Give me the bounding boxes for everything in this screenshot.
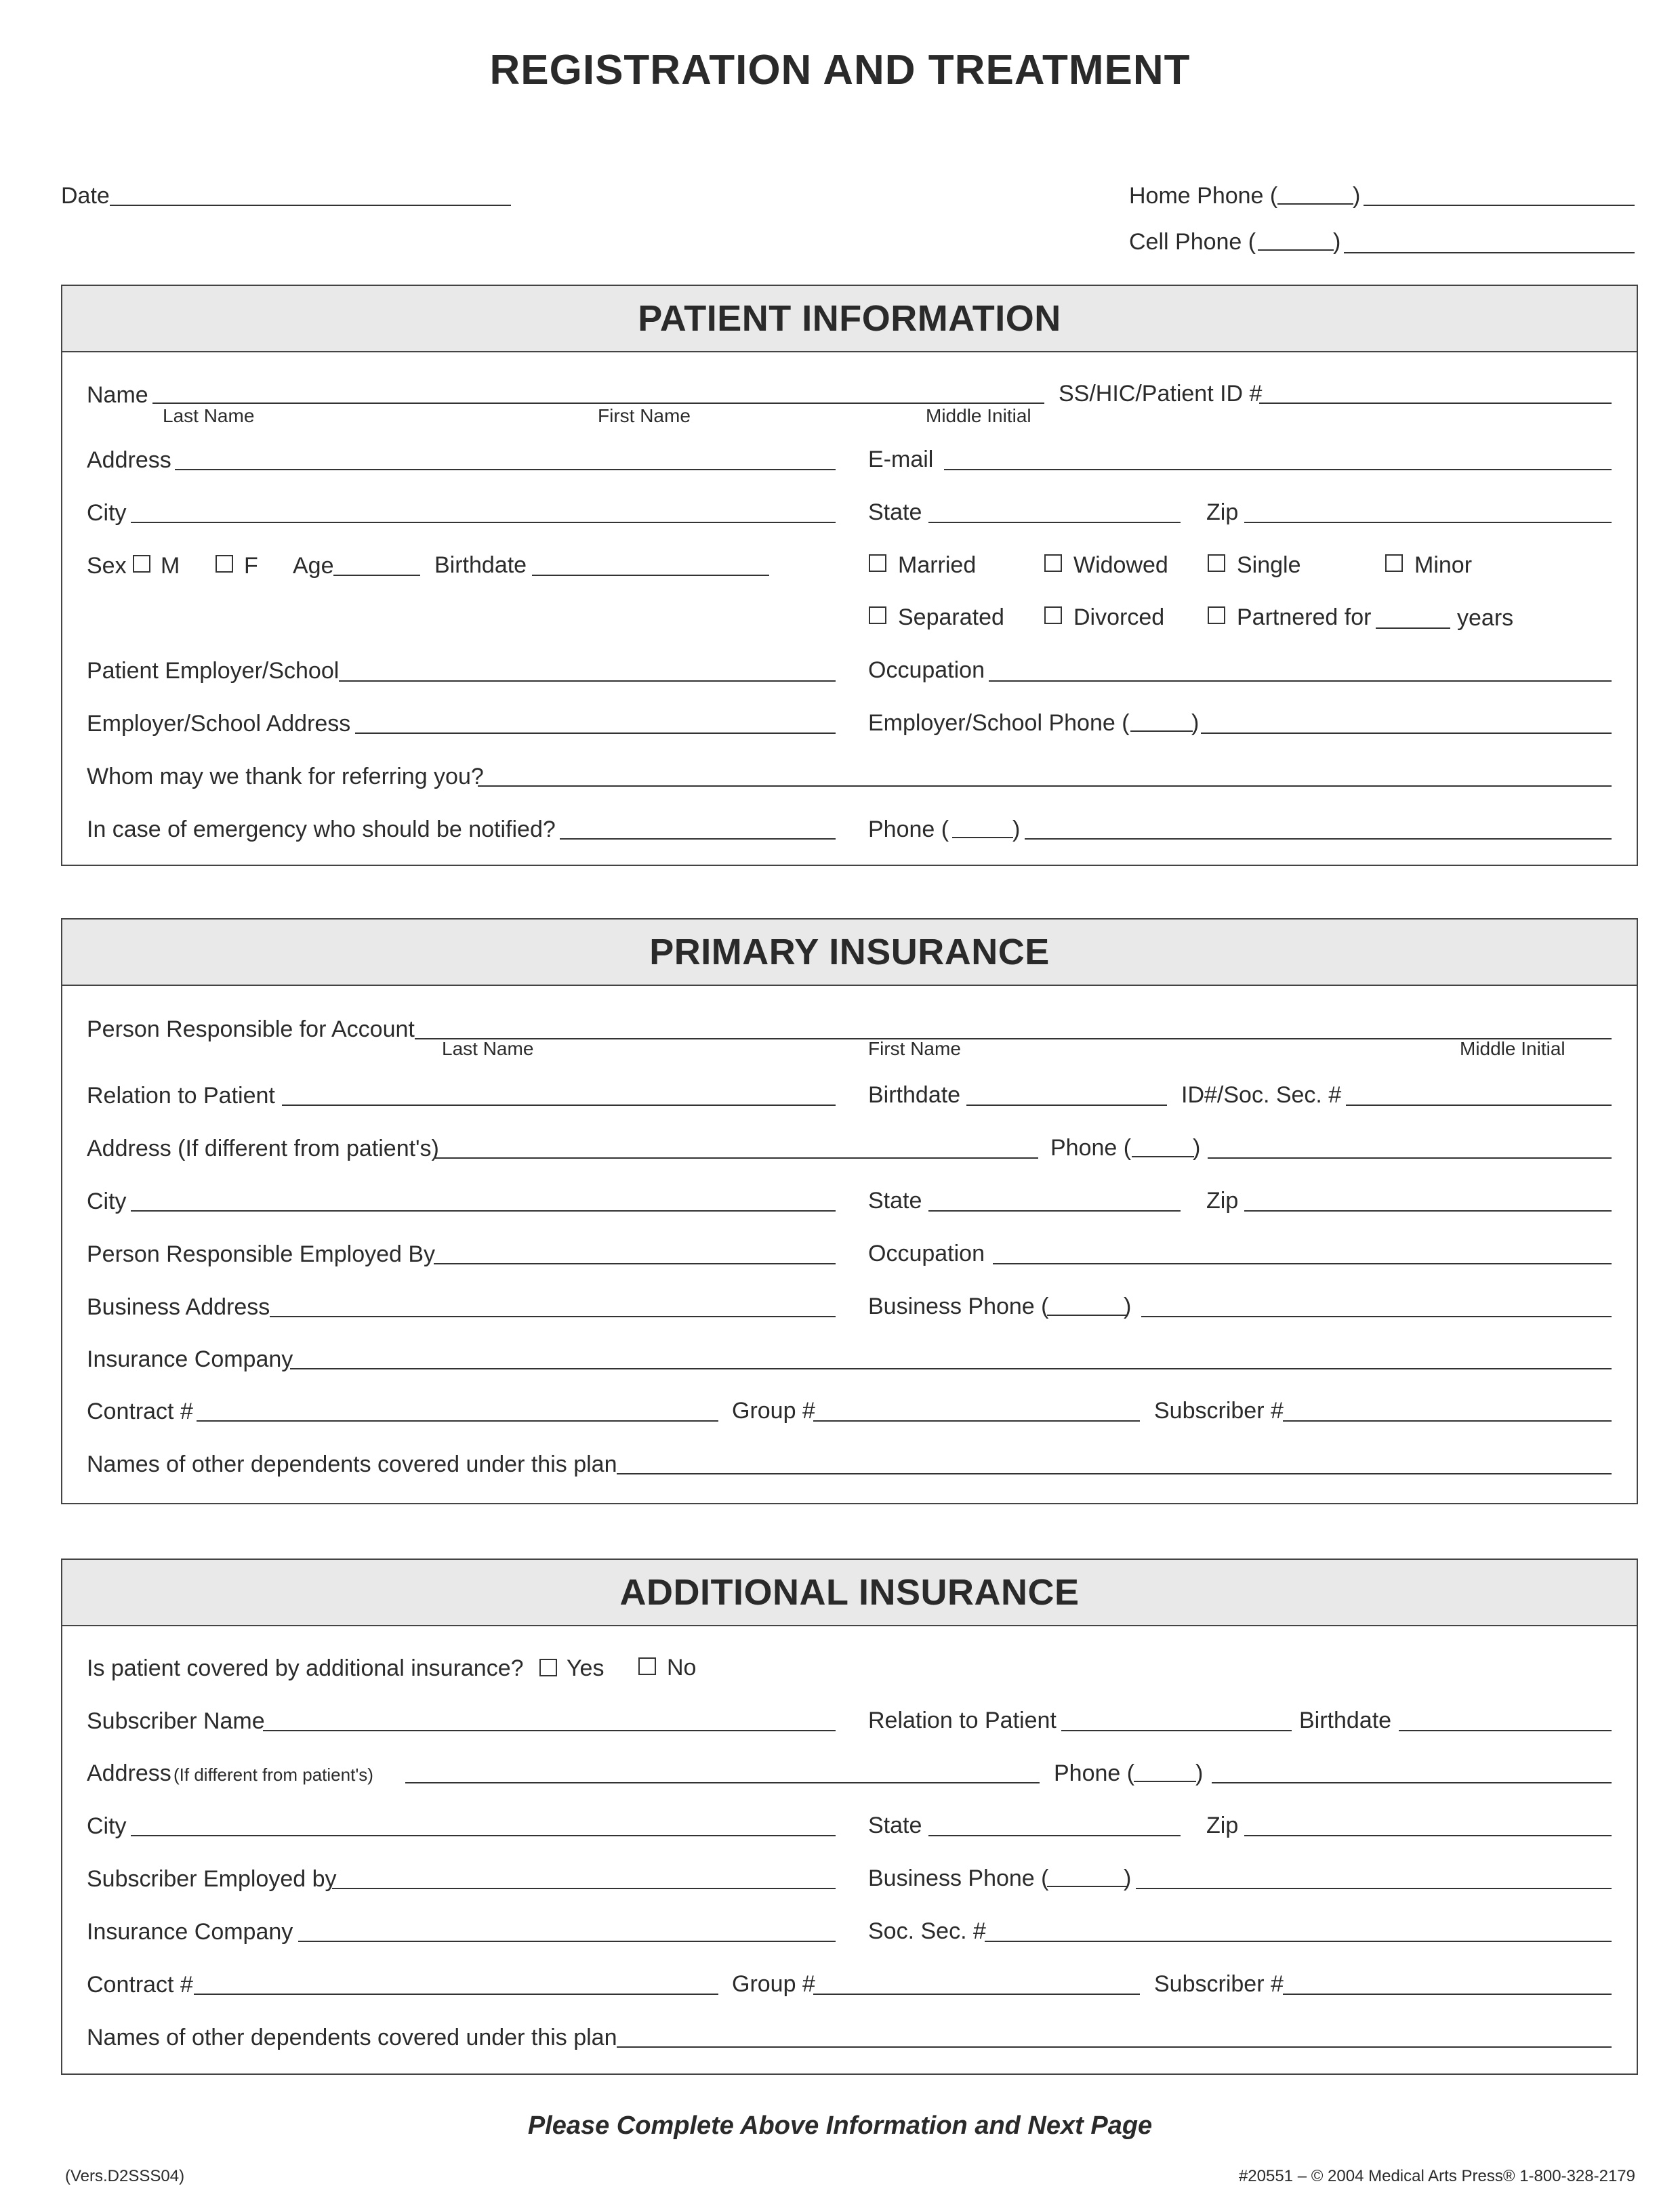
footer-instruction: Please Complete Above Information and Next Page — [527, 2111, 1153, 2140]
additional-employed-by-label: Subscriber Employed by — [87, 1866, 337, 1892]
employer-phone-paren: ) — [1191, 710, 1200, 736]
primary-business-address-field[interactable] — [270, 1316, 836, 1317]
primary-insurance-company-label: Insurance Company — [87, 1346, 293, 1372]
partnered-years-field[interactable] — [1376, 627, 1450, 629]
additional-insurance-company-label: Insurance Company — [87, 1919, 293, 1945]
primary-contract-label: Contract # — [87, 1399, 193, 1424]
additional-business-phone-field[interactable] — [1136, 1888, 1612, 1889]
address-label: Address — [87, 447, 171, 473]
additional-yes-label: Yes — [567, 1655, 605, 1681]
primary-occupation-label: Occupation — [868, 1241, 985, 1266]
additional-insurance-company-field[interactable] — [298, 1941, 836, 1942]
primary-dependents-field[interactable] — [617, 1473, 1612, 1474]
married-label: Married — [898, 552, 977, 578]
additional-address-label: Address — [87, 1760, 171, 1786]
additional-state-label: State — [868, 1813, 922, 1838]
additional-employed-by-field[interactable] — [332, 1888, 836, 1889]
partnered-checkbox[interactable] — [1208, 606, 1225, 624]
additional-group-field[interactable] — [813, 1994, 1140, 1995]
primary-contract-field[interactable] — [197, 1420, 718, 1422]
partnered-label: Partnered for — [1237, 604, 1372, 630]
primary-state-label: State — [868, 1188, 922, 1214]
responsible-last-caption: Last Name — [442, 1038, 534, 1059]
widowed-checkbox[interactable] — [1044, 554, 1062, 572]
primary-subscriber-field[interactable] — [1283, 1420, 1612, 1422]
emergency-phone-paren: ) — [1012, 817, 1021, 842]
additional-state-field[interactable] — [928, 1835, 1181, 1836]
primary-insurance-company-field[interactable] — [290, 1368, 1612, 1369]
minor-checkbox[interactable] — [1385, 554, 1403, 572]
middle-initial-caption: Middle Initial — [926, 405, 1031, 426]
primary-city-field[interactable] — [131, 1210, 836, 1212]
employer-address-label: Employer/School Address — [87, 711, 351, 737]
zip-label: Zip — [1206, 499, 1239, 525]
additional-phone-field[interactable] — [1212, 1782, 1612, 1783]
date-field[interactable] — [110, 205, 511, 206]
primary-address-field[interactable] — [434, 1157, 1038, 1159]
cell-phone-label: Cell Phone ( — [1129, 229, 1256, 255]
widowed-label: Widowed — [1073, 552, 1168, 578]
address-field[interactable] — [175, 469, 836, 470]
additional-soc-sec-field[interactable] — [985, 1941, 1612, 1942]
additional-no-checkbox[interactable] — [638, 1657, 656, 1675]
primary-city-label: City — [87, 1189, 127, 1214]
additional-contract-label: Contract # — [87, 1972, 193, 1998]
primary-id-field[interactable] — [1346, 1105, 1612, 1106]
sex-m-label: M — [161, 553, 180, 579]
additional-birthdate-label: Birthdate — [1299, 1708, 1392, 1733]
patient-id-field[interactable] — [1259, 402, 1612, 404]
primary-business-address-label: Business Address — [87, 1294, 270, 1320]
primary-zip-field[interactable] — [1244, 1210, 1612, 1212]
home-phone-field[interactable] — [1364, 205, 1635, 206]
last-name-caption: Last Name — [163, 405, 255, 426]
additional-dependents-label: Names of other dependents covered under this plan — [87, 2025, 617, 2050]
single-label: Single — [1237, 552, 1301, 578]
divorced-label: Divorced — [1073, 604, 1165, 630]
years-label: years — [1457, 605, 1514, 631]
responsible-middle-caption: Middle Initial — [1460, 1038, 1565, 1059]
date-label: Date — [61, 183, 110, 209]
separated-label: Separated — [898, 604, 1004, 630]
city-field[interactable] — [131, 522, 836, 523]
employer-phone-label: Employer/School Phone ( — [868, 710, 1130, 736]
additional-contract-field[interactable] — [194, 1994, 718, 1995]
primary-birthdate-label: Birthdate — [868, 1082, 961, 1108]
primary-employed-by-label: Person Responsible Employed By — [87, 1241, 436, 1267]
email-field[interactable] — [944, 469, 1612, 470]
primary-business-phone-paren: ) — [1124, 1294, 1132, 1319]
home-phone-paren: ) — [1353, 183, 1361, 209]
additional-question-label: Is patient covered by additional insurance? — [87, 1655, 524, 1681]
city-label: City — [87, 500, 127, 526]
additional-no-label: No — [667, 1655, 697, 1680]
home-phone-label: Home Phone ( — [1129, 183, 1278, 209]
first-name-caption: First Name — [598, 405, 691, 426]
employer-phone-field[interactable] — [1201, 732, 1612, 734]
additional-city-label: City — [87, 1813, 127, 1839]
home-phone-area-field[interactable] — [1277, 203, 1353, 205]
additional-address-field[interactable] — [405, 1782, 1040, 1783]
primary-business-phone-area-field[interactable] — [1047, 1315, 1127, 1316]
primary-subscriber-label: Subscriber # — [1154, 1398, 1284, 1424]
additional-business-phone-area-field[interactable] — [1047, 1886, 1127, 1887]
employer-address-field[interactable] — [355, 732, 836, 734]
additional-relation-field[interactable] — [1061, 1730, 1292, 1731]
married-checkbox[interactable] — [869, 554, 886, 572]
additional-zip-field[interactable] — [1244, 1835, 1612, 1836]
minor-label: Minor — [1414, 552, 1473, 578]
responsible-first-caption: First Name — [868, 1038, 961, 1059]
employer-label: Patient Employer/School — [87, 658, 340, 684]
single-checkbox[interactable] — [1208, 554, 1225, 572]
age-label: Age — [293, 553, 334, 579]
version-code: (Vers.D2SSS04) — [65, 2167, 185, 2185]
primary-birthdate-field[interactable] — [966, 1105, 1167, 1106]
primary-insurance-heading: PRIMARY INSURANCE — [62, 920, 1637, 986]
additional-city-field[interactable] — [131, 1835, 836, 1836]
primary-employed-by-field[interactable] — [434, 1263, 836, 1264]
primary-business-phone-field[interactable] — [1141, 1316, 1612, 1317]
primary-phone-paren: ) — [1193, 1135, 1201, 1161]
patient-information-heading: PATIENT INFORMATION — [62, 286, 1637, 352]
sex-m-checkbox[interactable] — [133, 555, 150, 573]
additional-dependents-field[interactable] — [617, 2046, 1612, 2048]
responsible-field[interactable] — [415, 1038, 1612, 1039]
patient-id-label: SS/HIC/Patient ID # — [1059, 381, 1263, 407]
primary-phone-field[interactable] — [1208, 1157, 1612, 1159]
primary-zip-label: Zip — [1206, 1188, 1239, 1214]
primary-relation-label: Relation to Patient — [87, 1083, 275, 1109]
primary-business-phone-label: Business Phone ( — [868, 1294, 1049, 1319]
page-title: REGISTRATION AND TREATMENT — [489, 47, 1191, 94]
sex-f-label: F — [244, 553, 258, 579]
additional-birthdate-field[interactable] — [1399, 1730, 1612, 1731]
email-label: E-mail — [868, 447, 934, 472]
additional-phone-area-field[interactable] — [1134, 1781, 1196, 1782]
employer-field[interactable] — [339, 680, 836, 682]
additional-insurance-heading: ADDITIONAL INSURANCE — [62, 1560, 1637, 1626]
additional-business-phone-paren: ) — [1124, 1865, 1132, 1891]
primary-address-label: Address (If different from patient's) — [87, 1136, 439, 1161]
additional-subscriber-label: Subscriber # — [1154, 1971, 1284, 1997]
primary-id-label: ID#/Soc. Sec. # — [1181, 1082, 1342, 1108]
additional-business-phone-label: Business Phone ( — [868, 1865, 1049, 1891]
occupation-label: Occupation — [868, 657, 985, 683]
divorced-checkbox[interactable] — [1044, 606, 1062, 624]
primary-phone-label: Phone ( — [1050, 1135, 1132, 1161]
emergency-contact-field[interactable] — [560, 838, 836, 840]
additional-subscriber-name-label: Subscriber Name — [87, 1708, 265, 1734]
primary-relation-field[interactable] — [282, 1105, 836, 1106]
cell-phone-field[interactable] — [1344, 252, 1635, 253]
additional-group-label: Group # — [732, 1971, 815, 1997]
additional-relation-label: Relation to Patient — [868, 1708, 1057, 1733]
emergency-label: In case of emergency who should be notified? — [87, 817, 556, 842]
patient-name-label: Name — [87, 382, 148, 408]
additional-phone-paren: ) — [1195, 1760, 1204, 1786]
additional-yes-checkbox[interactable] — [539, 1659, 557, 1676]
primary-dependents-label: Names of other dependents covered under this plan — [87, 1451, 617, 1477]
primary-occupation-field[interactable] — [993, 1263, 1612, 1264]
zip-field[interactable] — [1244, 522, 1612, 523]
primary-state-field[interactable] — [928, 1210, 1181, 1212]
additional-subscriber-field[interactable] — [1283, 1994, 1612, 1995]
responsible-label: Person Responsible for Account — [87, 1016, 415, 1042]
sex-label: Sex — [87, 553, 127, 579]
birthdate-field[interactable] — [532, 575, 769, 576]
separated-checkbox[interactable] — [869, 606, 886, 624]
primary-phone-area-field[interactable] — [1132, 1156, 1194, 1157]
cell-phone-area-field[interactable] — [1258, 249, 1334, 251]
state-label: State — [868, 499, 922, 525]
occupation-field[interactable] — [989, 680, 1612, 682]
emergency-phone-field[interactable] — [1025, 838, 1612, 840]
additional-insurance-section — [61, 1559, 1638, 2075]
additional-subscriber-name-field[interactable] — [263, 1730, 836, 1731]
state-field[interactable] — [928, 522, 1181, 523]
employer-phone-area-field[interactable] — [1130, 730, 1193, 732]
patient-name-field[interactable] — [152, 402, 1044, 404]
primary-group-label: Group # — [732, 1398, 815, 1424]
age-field[interactable] — [333, 575, 420, 576]
birthdate-label: Birthdate — [434, 552, 527, 578]
emergency-phone-label: Phone ( — [868, 817, 949, 842]
additional-phone-label: Phone ( — [1054, 1760, 1135, 1786]
additional-address-note: (If different from patient's) — [173, 1764, 373, 1785]
cell-phone-paren: ) — [1333, 229, 1341, 255]
emergency-phone-area-field[interactable] — [952, 837, 1013, 838]
copyright-notice: #20551 – © 2004 Medical Arts Press® 1-800-328-2179 — [1238, 2167, 1635, 2185]
primary-group-field[interactable] — [813, 1420, 1140, 1422]
referral-label: Whom may we thank for referring you? — [87, 764, 484, 789]
additional-zip-label: Zip — [1206, 1813, 1239, 1838]
additional-soc-sec-label: Soc. Sec. # — [868, 1918, 986, 1944]
referral-field[interactable] — [478, 785, 1612, 787]
sex-f-checkbox[interactable] — [216, 555, 233, 573]
